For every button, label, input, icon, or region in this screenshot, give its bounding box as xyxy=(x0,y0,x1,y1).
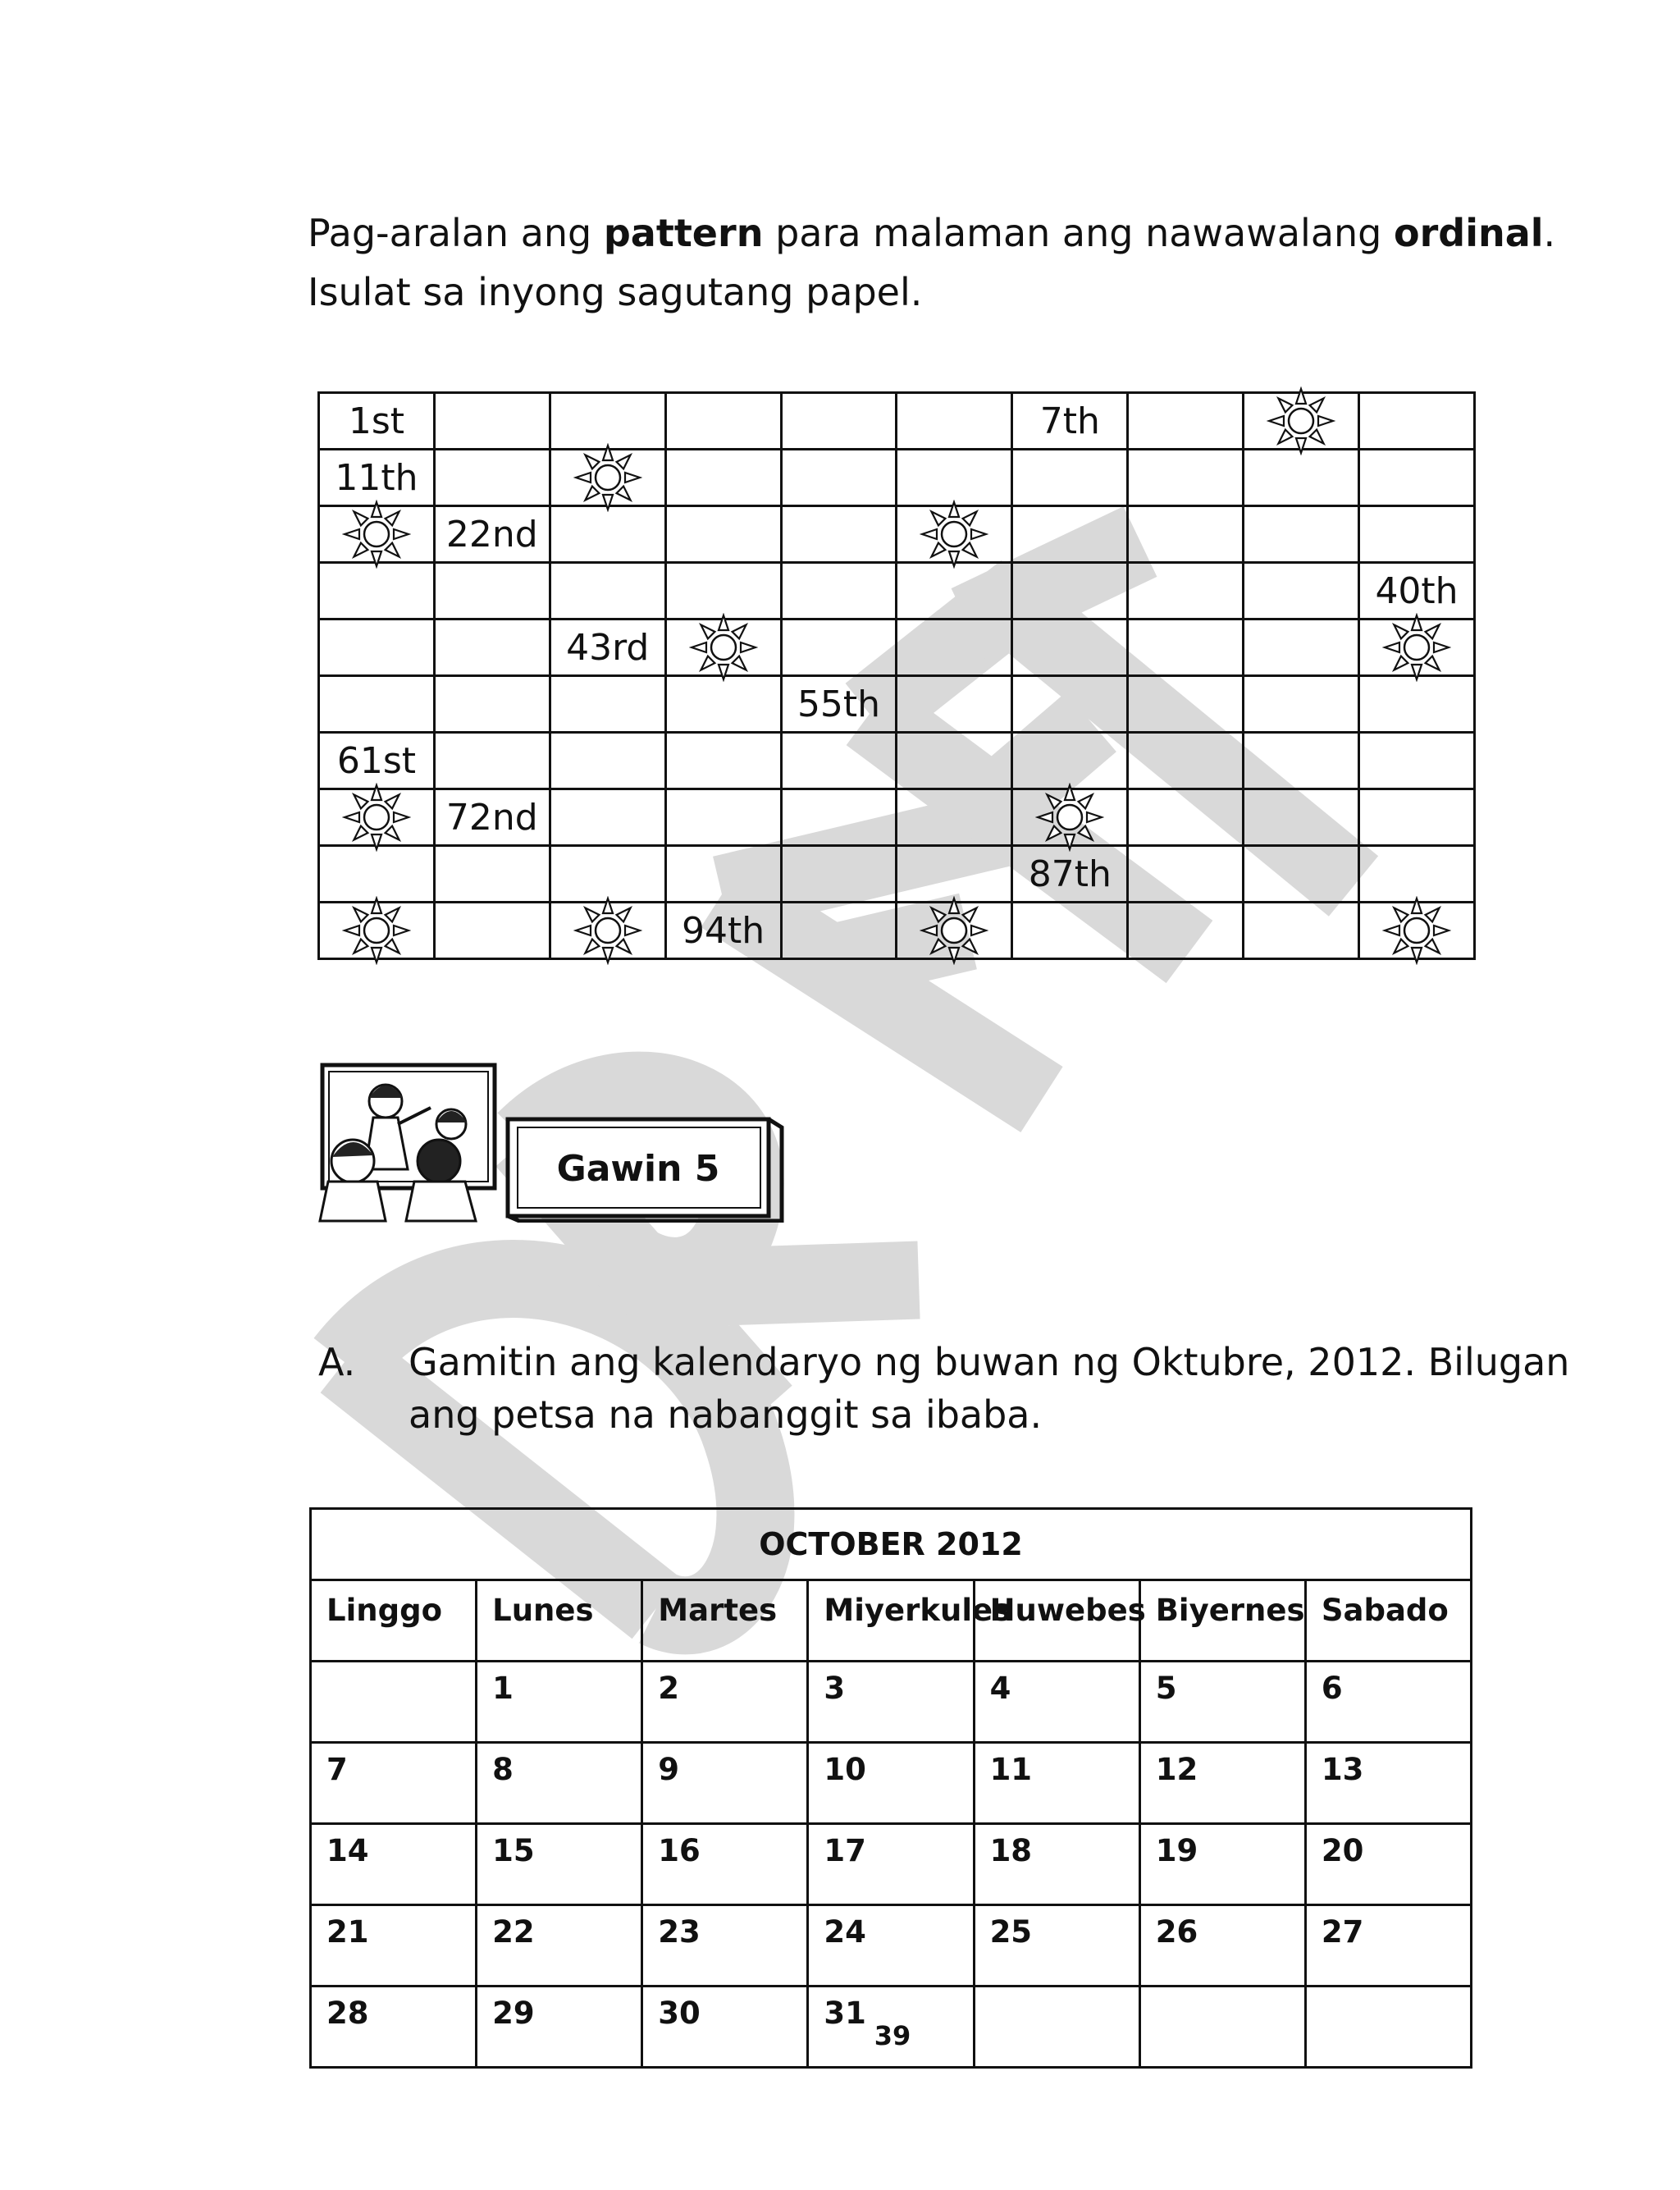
grid-cell xyxy=(1128,733,1244,789)
grid-cell xyxy=(1244,789,1359,846)
grid-cell xyxy=(1128,846,1244,903)
sun-icon xyxy=(1267,386,1335,455)
calendar-date-cell: 5 xyxy=(1139,1662,1305,1743)
calendar-date-cell: 11 xyxy=(974,1743,1139,1824)
day-header: Martes xyxy=(642,1580,808,1662)
grid-cell xyxy=(550,620,665,676)
grid-cell xyxy=(319,563,435,620)
calendar-date-cell: 3 xyxy=(808,1662,974,1743)
grid-cell xyxy=(781,506,897,563)
calendar-date-cell: 13 xyxy=(1305,1743,1471,1824)
ordinal-label: 11th xyxy=(335,456,418,499)
grid-row xyxy=(319,393,1475,450)
grid-cell xyxy=(319,393,435,450)
grid-cell xyxy=(1359,903,1475,959)
grid-row xyxy=(319,506,1475,563)
grid-cell xyxy=(1012,450,1128,506)
calendar-date-cell: 14 xyxy=(311,1824,477,1905)
calendar-date-cell: 1 xyxy=(477,1662,642,1743)
grid-cell xyxy=(1128,393,1244,450)
bold-pattern: pattern xyxy=(603,211,764,255)
grid-cell xyxy=(1012,620,1128,676)
calendar-date-cell: 29 xyxy=(477,1987,642,2068)
part-letter: A. xyxy=(318,1340,356,1384)
grid-cell xyxy=(434,506,550,563)
grid-cell xyxy=(550,789,665,846)
grid-cell xyxy=(897,733,1012,789)
sun-icon xyxy=(1035,783,1104,852)
grid-cell xyxy=(897,846,1012,903)
grid-cell xyxy=(1128,903,1244,959)
grid-cell xyxy=(1359,393,1475,450)
grid-cell xyxy=(897,506,1012,563)
grid-cell xyxy=(550,563,665,620)
grid-cell xyxy=(434,676,550,733)
grid-cell xyxy=(1128,676,1244,733)
grid-cell xyxy=(319,733,435,789)
grid-cell xyxy=(781,676,897,733)
day-header: Sabado xyxy=(1305,1580,1471,1662)
part-a-line-1: Gamitin ang kalendaryo ng buwan ng Oktubre, 2012. Bilugan xyxy=(409,1340,1570,1384)
grid-row xyxy=(319,450,1475,506)
grid-cell xyxy=(897,563,1012,620)
grid-cell xyxy=(319,789,435,846)
grid-cell xyxy=(1244,620,1359,676)
calendar-date-cell: 12 xyxy=(1139,1743,1305,1824)
grid-cell xyxy=(897,676,1012,733)
grid-cell xyxy=(781,903,897,959)
ordinal-label: 87th xyxy=(1028,853,1112,895)
grid-cell xyxy=(665,393,781,450)
ordinal-label: 1st xyxy=(348,400,405,442)
calendar-date-cell: 19 xyxy=(1139,1824,1305,1905)
calendar-date-cell: 9 xyxy=(642,1743,808,1824)
sun-icon xyxy=(1382,613,1451,682)
calendar-date-cell: 27 xyxy=(1305,1905,1471,1987)
ordinal-label: 7th xyxy=(1039,400,1100,442)
grid-cell xyxy=(1244,450,1359,506)
grid-cell xyxy=(550,450,665,506)
grid-cell xyxy=(781,620,897,676)
grid-cell xyxy=(781,846,897,903)
activity-header xyxy=(308,1058,800,1239)
grid-cell xyxy=(781,563,897,620)
grid-cell xyxy=(319,506,435,563)
grid-cell xyxy=(434,846,550,903)
sun-icon xyxy=(689,613,758,682)
calendar-date-cell: 24 xyxy=(808,1905,974,1987)
grid-row xyxy=(319,676,1475,733)
grid-cell xyxy=(1359,506,1475,563)
calendar-date-cell: 7 xyxy=(311,1743,477,1824)
activity-label: Gawin 5 xyxy=(556,1147,720,1190)
grid-cell xyxy=(1012,563,1128,620)
grid-cell xyxy=(1359,733,1475,789)
grid-cell xyxy=(1359,620,1475,676)
day-header: Linggo xyxy=(311,1580,477,1662)
grid-cell xyxy=(434,620,550,676)
grid-cell xyxy=(665,676,781,733)
bold-ordinal: ordinal xyxy=(1394,211,1544,255)
grid-cell xyxy=(1012,789,1128,846)
instruction-text xyxy=(308,203,1556,322)
grid-cell xyxy=(1359,789,1475,846)
grid-cell xyxy=(1128,620,1244,676)
grid-cell xyxy=(550,506,665,563)
grid-cell xyxy=(665,450,781,506)
grid-cell xyxy=(665,903,781,959)
grid-cell xyxy=(319,620,435,676)
grid-row xyxy=(319,846,1475,903)
calendar-week-row xyxy=(311,1743,1472,1824)
instruction-line-1: Pag-aralan ang pattern para malaman ang nawawalang ordinal. xyxy=(308,211,1556,255)
calendar-date-cell: 2 xyxy=(642,1662,808,1743)
grid-cell xyxy=(550,733,665,789)
sun-icon xyxy=(342,500,411,569)
grid-cell xyxy=(781,789,897,846)
calendar-day-headers xyxy=(311,1580,1472,1662)
grid-cell xyxy=(434,450,550,506)
sun-icon xyxy=(1382,896,1451,965)
grid-cell xyxy=(1012,393,1128,450)
calendar-week-row xyxy=(311,1662,1472,1743)
children-at-board-icon xyxy=(308,1058,504,1223)
grid-cell xyxy=(897,450,1012,506)
grid-cell xyxy=(1244,846,1359,903)
sun-icon xyxy=(920,500,988,569)
grid-cell xyxy=(1359,846,1475,903)
sun-icon xyxy=(573,443,642,512)
grid-cell xyxy=(897,903,1012,959)
instruction-line-2: Isulat sa inyong sagutang papel. xyxy=(308,270,923,314)
grid-cell xyxy=(1128,563,1244,620)
grid-cell xyxy=(1244,393,1359,450)
grid-cell xyxy=(1244,903,1359,959)
calendar-date-cell: 26 xyxy=(1139,1905,1305,1987)
day-header: Huwebes xyxy=(974,1580,1139,1662)
grid-cell xyxy=(1012,903,1128,959)
calendar-date-cell: 8 xyxy=(477,1743,642,1824)
grid-cell xyxy=(434,789,550,846)
calendar-date-cell: 18 xyxy=(974,1824,1139,1905)
sun-icon xyxy=(920,896,988,965)
page-number: 39 xyxy=(874,2020,911,2051)
grid-cell xyxy=(434,563,550,620)
calendar-date-cell: 17 xyxy=(808,1824,974,1905)
grid-cell xyxy=(550,846,665,903)
calendar-date-cell: 30 xyxy=(642,1987,808,2068)
grid-cell xyxy=(897,789,1012,846)
grid-row xyxy=(319,789,1475,846)
ordinal-label: 43rd xyxy=(566,626,650,669)
calendar-date-cell: 6 xyxy=(1305,1662,1471,1743)
grid-cell xyxy=(897,620,1012,676)
ordinal-label: 94th xyxy=(682,909,765,952)
ordinal-pattern-grid xyxy=(317,391,1476,960)
calendar-date-cell: 15 xyxy=(477,1824,642,1905)
calendar-date-cell: 20 xyxy=(1305,1824,1471,1905)
calendar-date-cell: 31 xyxy=(808,1987,974,2068)
grid-cell xyxy=(1012,733,1128,789)
ordinal-label: 40th xyxy=(1375,569,1459,612)
grid-cell xyxy=(434,903,550,959)
grid-cell xyxy=(1244,506,1359,563)
sun-icon xyxy=(342,783,411,852)
calendar-date-cell: 23 xyxy=(642,1905,808,1987)
grid-row xyxy=(319,733,1475,789)
grid-cell xyxy=(1359,450,1475,506)
grid-row xyxy=(319,620,1475,676)
grid-cell xyxy=(1128,506,1244,563)
ordinal-label: 55th xyxy=(797,683,881,725)
day-header: Miyerkules xyxy=(808,1580,974,1662)
day-header: Biyernes xyxy=(1139,1580,1305,1662)
grid-cell xyxy=(665,846,781,903)
calendar-date-cell: 25 xyxy=(974,1905,1139,1987)
sun-icon xyxy=(342,896,411,965)
grid-cell xyxy=(319,846,435,903)
grid-cell xyxy=(665,620,781,676)
october-calendar xyxy=(309,1507,1472,2069)
calendar-date-cell: 10 xyxy=(808,1743,974,1824)
grid-cell xyxy=(319,903,435,959)
calendar-week-row xyxy=(311,1824,1472,1905)
grid-cell xyxy=(550,903,665,959)
grid-cell xyxy=(434,393,550,450)
calendar-week-row xyxy=(311,1905,1472,1987)
grid-cell xyxy=(1244,733,1359,789)
grid-cell xyxy=(434,733,550,789)
ordinal-label: 61st xyxy=(336,739,417,782)
grid-cell xyxy=(319,450,435,506)
day-header: Lunes xyxy=(477,1580,642,1662)
calendar-date-cell: 16 xyxy=(642,1824,808,1905)
grid-cell xyxy=(1244,563,1359,620)
grid-cell xyxy=(665,733,781,789)
calendar-title: OCTOBER 2012 xyxy=(311,1509,1472,1580)
grid-row xyxy=(319,903,1475,959)
grid-cell xyxy=(1012,846,1128,903)
grid-cell xyxy=(1012,506,1128,563)
calendar-date-cell: 28 xyxy=(311,1987,477,2068)
grid-cell xyxy=(897,393,1012,450)
calendar-date-cell xyxy=(311,1662,477,1743)
calendar-date-cell: 21 xyxy=(311,1905,477,1987)
grid-cell xyxy=(665,789,781,846)
calendar-date-cell: 22 xyxy=(477,1905,642,1987)
grid-cell xyxy=(665,506,781,563)
grid-cell xyxy=(1359,563,1475,620)
grid-cell xyxy=(1128,450,1244,506)
grid-cell xyxy=(1359,676,1475,733)
grid-cell xyxy=(665,563,781,620)
calendar-date-cell: 4 xyxy=(974,1662,1139,1743)
ordinal-label: 22nd xyxy=(445,513,538,556)
sun-icon xyxy=(573,896,642,965)
grid-cell xyxy=(550,676,665,733)
grid-cell xyxy=(1012,676,1128,733)
grid-cell xyxy=(781,733,897,789)
grid-cell xyxy=(781,393,897,450)
part-a-line-2: ang petsa na nabanggit sa ibaba. xyxy=(409,1392,1043,1437)
grid-cell xyxy=(319,676,435,733)
grid-row xyxy=(319,563,1475,620)
grid-cell xyxy=(1128,789,1244,846)
grid-cell xyxy=(781,450,897,506)
grid-cell xyxy=(550,393,665,450)
ordinal-label: 72nd xyxy=(445,796,538,839)
grid-cell xyxy=(1244,676,1359,733)
